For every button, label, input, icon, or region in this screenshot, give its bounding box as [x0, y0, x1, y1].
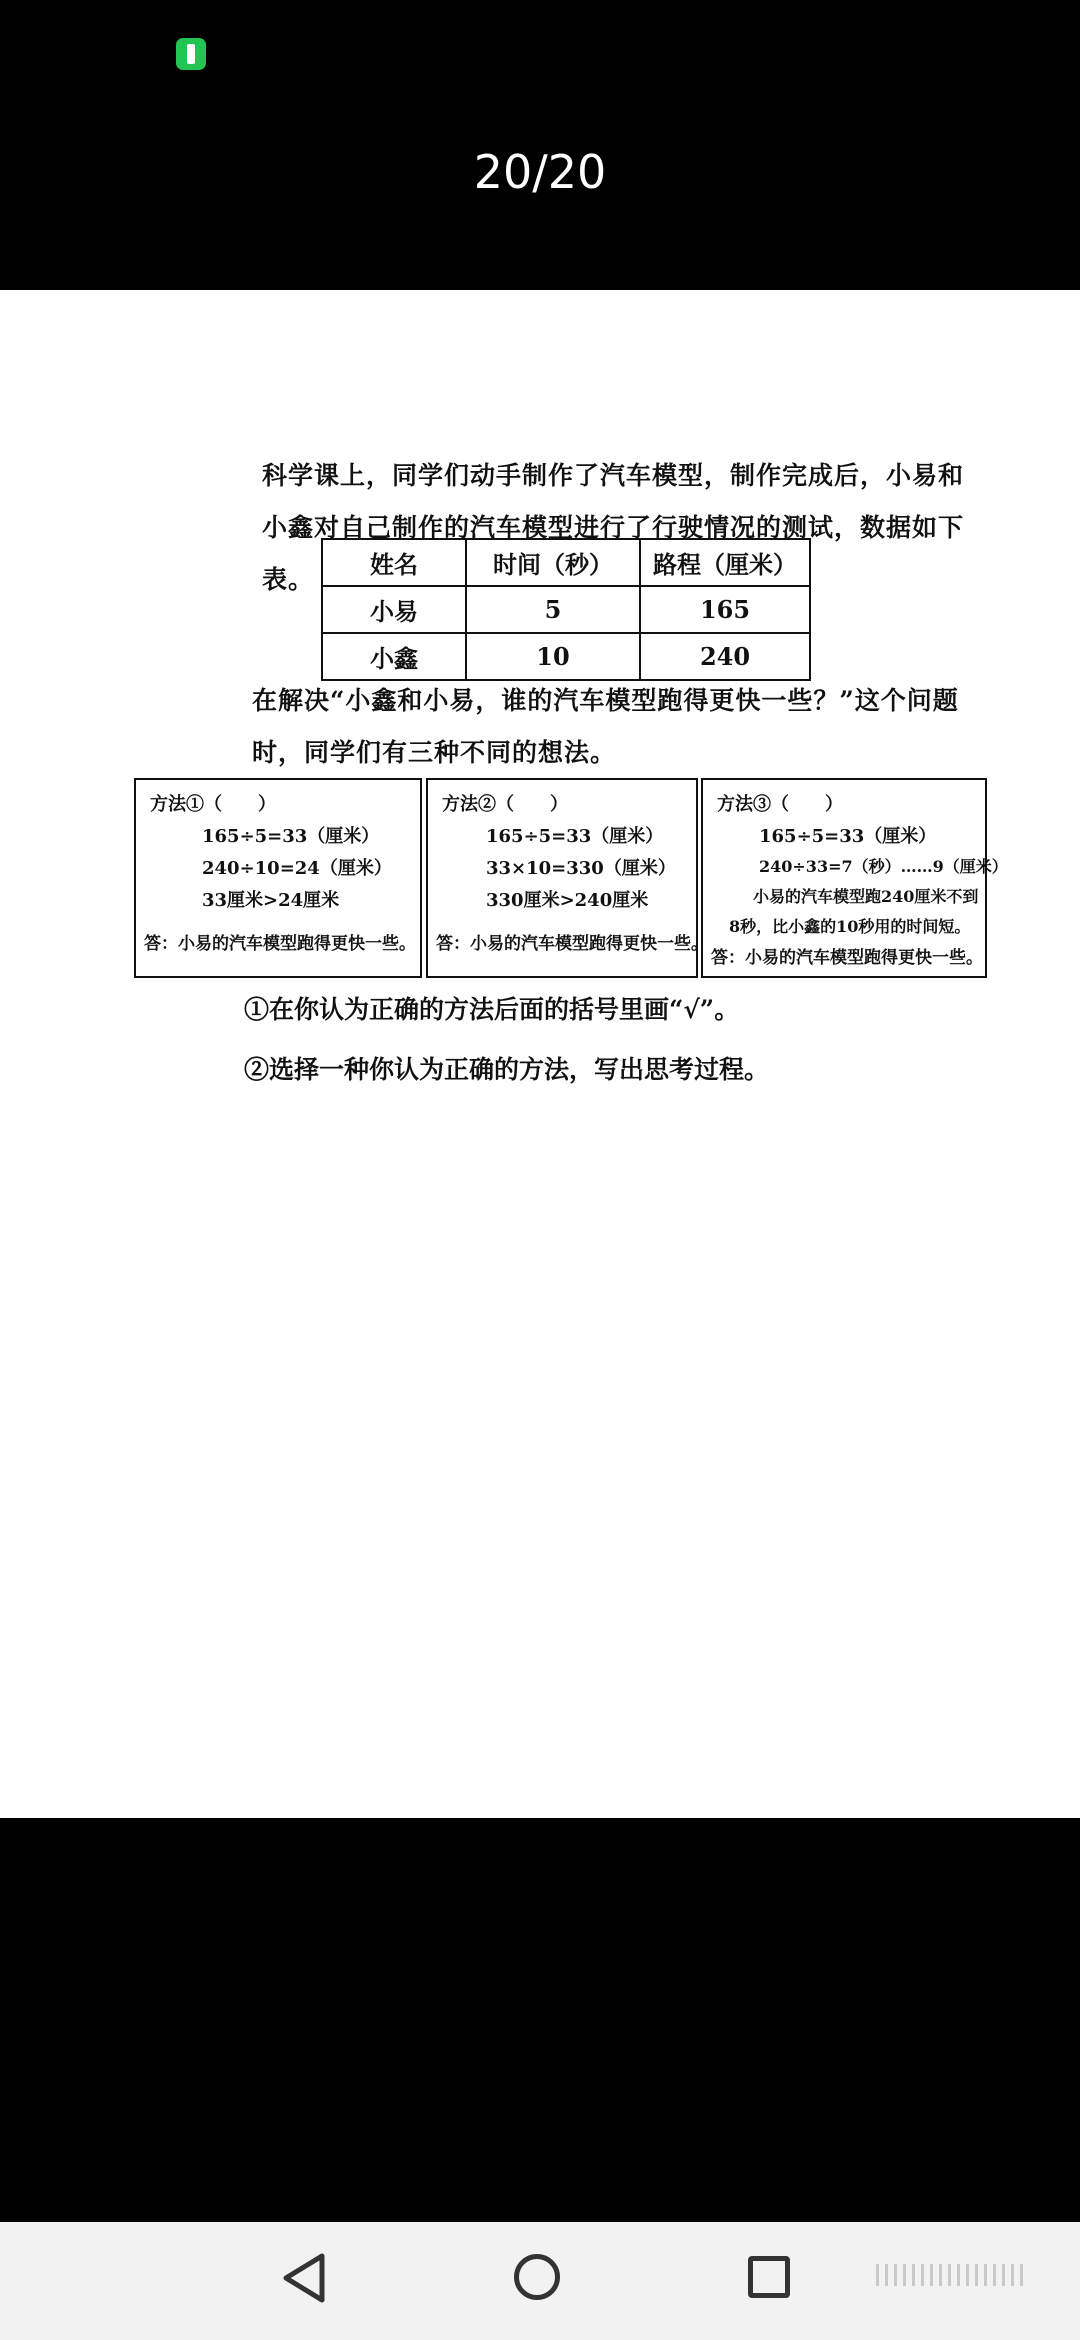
table-cell: 5 — [466, 586, 640, 633]
method-title: 方法③（ ） — [717, 794, 843, 815]
question-1: ①在你认为正确的方法后面的括号里画“√”。 — [244, 995, 740, 1024]
table-row — [322, 586, 810, 633]
home-button[interactable] — [514, 2254, 560, 2300]
method-1-box — [134, 778, 422, 978]
method-line: 165÷5=33（厘米） — [486, 826, 664, 847]
problem-paragraph: 在解决“小鑫和小易，谁的汽车模型跑得更快一些？”这个问题时，同学们有三种不同的想法。 — [252, 686, 959, 767]
method-answer: 答：小易的汽车模型跑得更快一些。 — [144, 934, 416, 954]
status-bar — [0, 0, 1080, 110]
method-line: 165÷5=33（厘米） — [202, 826, 380, 847]
worksheet-scan — [0, 290, 1080, 1490]
method-line: 33×10=330（厘米） — [486, 858, 676, 879]
method-answer: 答：小易的汽车模型跑得更快一些。 — [436, 934, 708, 954]
question-2: ②选择一种你认为正确的方法，写出思考过程。 — [244, 1055, 770, 1084]
table-header: 路程（厘米） — [640, 539, 810, 586]
intro-paragraph: 科学课上，同学们动手制作了汽车模型，制作完成后，小易和小鑫对自己制作的汽车模型进行了行驶情况的测试，数据如下表。 — [262, 461, 965, 594]
back-triangle-icon — [280, 2252, 330, 2304]
battery-icon — [176, 38, 206, 70]
method-title: 方法①（ ） — [150, 794, 276, 815]
table-cell: 240 — [640, 633, 810, 680]
table-header: 姓名 — [322, 539, 466, 586]
page-counter: 20/20 — [473, 145, 607, 199]
method-3-box — [701, 778, 1008, 978]
method-2-box — [426, 778, 708, 978]
navigation-bar — [0, 2222, 1080, 2340]
table-cell: 小易 — [322, 586, 466, 633]
method-line: 33厘米>24厘米 — [202, 890, 340, 911]
table-cell: 小鑫 — [322, 633, 466, 680]
table-cell: 165 — [640, 586, 810, 633]
table-header-row — [322, 539, 810, 586]
back-button[interactable] — [280, 2252, 330, 2308]
data-table — [321, 538, 811, 681]
method-answer: 答：小易的汽车模型跑得更快一些。 — [711, 948, 983, 968]
table-row — [322, 633, 810, 680]
table-header: 时间（秒） — [466, 539, 640, 586]
document-image[interactable] — [0, 290, 1080, 1818]
method-line: 8秒，比小鑫的10秒用的时间短。 — [729, 917, 971, 936]
method-line: 240÷10=24（厘米） — [202, 858, 392, 879]
method-line: 小易的汽车模型跑240厘米不到 — [753, 887, 979, 906]
method-title: 方法②（ ） — [442, 794, 568, 815]
table-cell: 10 — [466, 633, 640, 680]
method-line: 240÷33=7（秒）……9（厘米） — [759, 857, 1008, 876]
method-line: 165÷5=33（厘米） — [759, 826, 937, 847]
method-line: 330厘米>240厘米 — [486, 890, 649, 911]
watermark-texture — [876, 2264, 1026, 2286]
recents-button[interactable] — [748, 2256, 790, 2298]
